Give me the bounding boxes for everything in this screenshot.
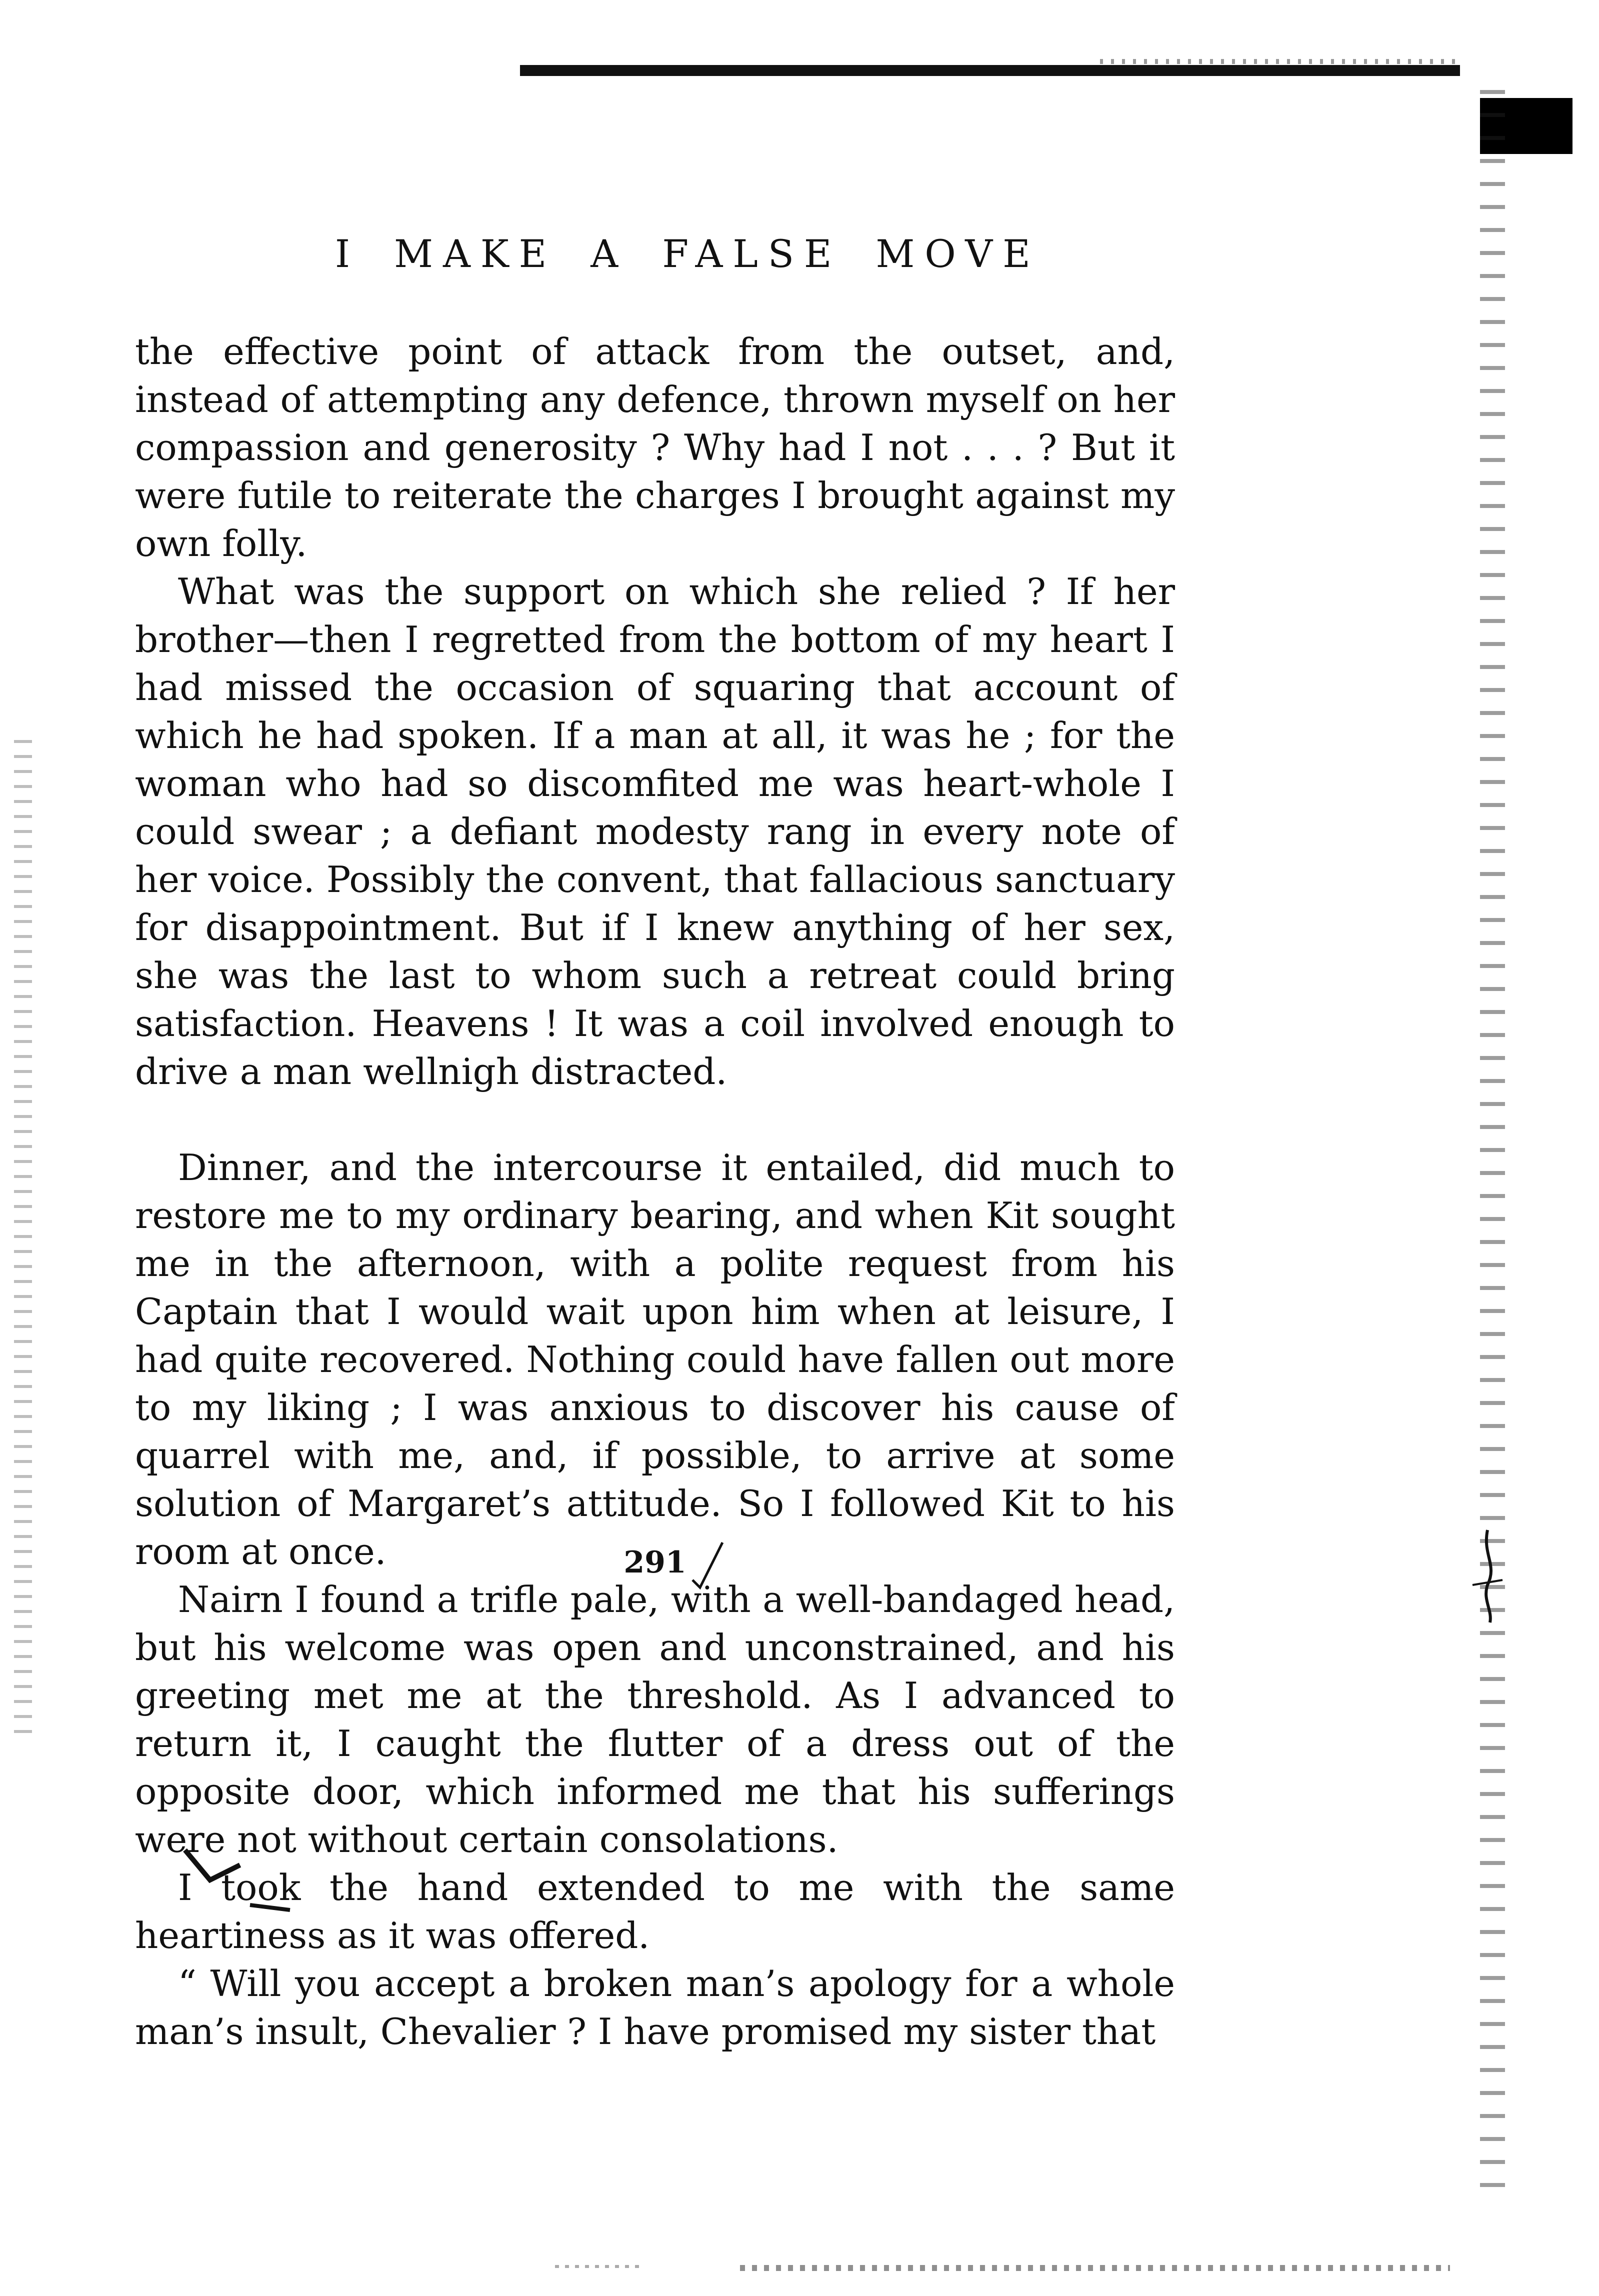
body-text xyxy=(135,328,1175,2056)
pen-tick-mark xyxy=(690,1540,725,1590)
paragraph-6: “ Will you accept a broken man’s apology for a whole man’s insult, Chevalier ? I have promised my sister that xyxy=(135,1962,1175,2052)
paragraph-3: Dinner, and the intercourse it entailed, did much to restore me to my ordinary bearing, and when Kit sought me in the afternoon, with a polite request from his Captain that I would wait upon him when at leisure, I had quite recovered. Nothing could have fallen out more to my liking ; I was anxious to discover his cause of quarrel with me, and, if possible, to arrive at some solution of Margaret’s attitude. So I followed Kit to his room at once. xyxy=(135,1146,1175,1572)
section-break xyxy=(135,1096,1175,1144)
paragraph-2: What was the support on which she relied ? If her brother—then I regretted from the bottom of my heart I had missed the occasion of squaring that account of which he had spoken. If a man at all, it was he ; for the woman who had so discomfited me was heart-whole I could swear ; a defiant modesty rang in every note of her voice. Possibly the convent, that fallacious sanctuary for disappointment. But if I knew anything of her sex, she was the last to whom such a retreat could bring satisfaction. Heavens ! It was a coil involved enough to drive a man wellnigh distracted. xyxy=(135,570,1175,1092)
running-head: I MAKE A FALSE MOVE xyxy=(335,232,1040,276)
paragraph-5: I took the hand extended to me with the same heartiness as it was offered. xyxy=(135,1866,1175,1956)
scan-bottom-noise xyxy=(740,2265,1450,2271)
margin-scribble xyxy=(1452,1525,1518,1625)
scan-bottom-noise-left xyxy=(555,2265,645,2268)
paragraph-4: Nairn I found a trifle pale, with a well-bandaged head, but his welcome was open and unconstrained, and his greeting met me at the threshold. As I advanced to return it, I caught the flutter of a dress out of the opposite door, which informed me that his sufferings were not without certain consolations. xyxy=(135,1578,1175,1860)
page-number: 291 xyxy=(624,1545,686,1580)
scan-left-edge xyxy=(14,740,32,1740)
top-rule-noise xyxy=(1100,59,1460,64)
scan-right-edge xyxy=(1480,90,1505,2190)
paragraph-1: the effective point of attack from the outset, and, instead of attempting any defence, thrown myself on her compassion and generosity ? Why had I not . . . ? But it were futile to reiterate the charges I brought against my own folly. xyxy=(135,330,1175,564)
pen-correction-mark xyxy=(180,1845,295,1920)
top-rule xyxy=(520,65,1460,76)
